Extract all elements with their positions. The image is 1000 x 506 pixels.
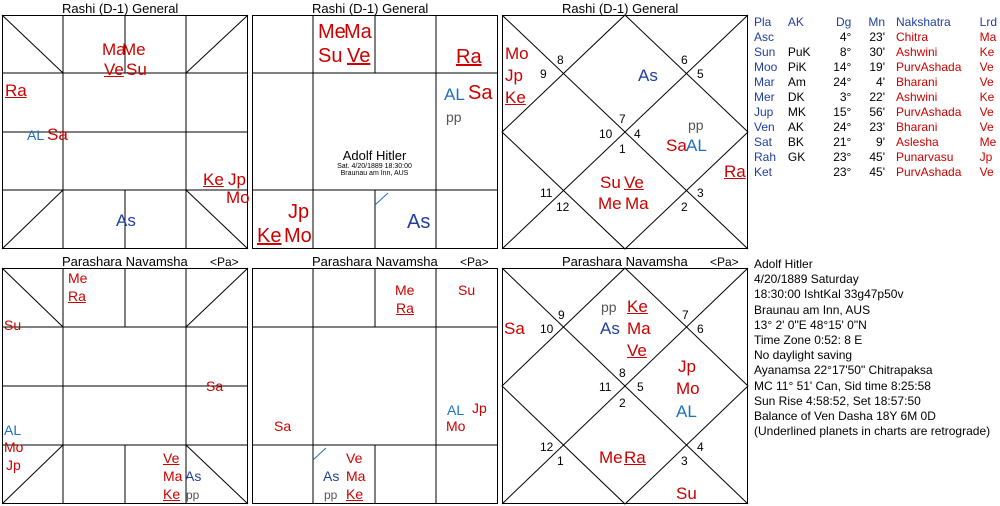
table-cell: 14° [833,60,852,74]
chart-center-info [313,148,436,177]
planet-jp: Jp [472,400,487,416]
info-line: MC 11° 51' Can, Sid time 8:25:58 [754,378,931,393]
table-row [751,75,1000,90]
planet-ra: Ra [5,81,27,100]
chart-tag: <Pa> [710,255,739,269]
planet-me: Me [68,270,88,286]
chart-title: Parashara Navamsha [312,254,438,269]
table-cell: Ve [979,60,994,74]
planet-ma: Ma [163,468,183,484]
table-cell [785,30,825,45]
planet-ke: Ke [346,486,364,502]
table-cell: Aslesha [896,135,939,149]
table-cell: 21° [833,135,852,149]
table-cell: Ashwini [896,45,938,59]
house-number: 11 [540,186,553,200]
planet-ke: Ke [505,88,526,107]
house-number: 5 [637,380,644,394]
house-number: 6 [697,322,704,336]
info-line: 4/20/1889 Saturday [754,272,859,287]
table-cell: Rah [754,150,777,164]
chart-title: Rashi (D-1) General [312,1,429,16]
table-cell: Sat [754,135,773,149]
table-cell: 4' [876,75,885,89]
planet-ma: Ma [346,468,366,484]
planet-ma: Ma [627,319,651,338]
table-cell: PurvAshada [896,105,962,119]
table-cell: Jup [754,105,774,119]
planet-pp: pp [601,299,617,315]
planet-al: AL [27,127,45,143]
planet-table [751,15,1000,180]
chart-title: Rashi (D-1) General [62,1,179,16]
planet-me: Me [395,282,415,298]
planet-jp: Jp [678,357,696,376]
planet-ve: Ve [627,341,647,360]
planet-ra: Ra [724,162,746,181]
planet-ma: Ma [625,194,649,213]
table-cell: DK [787,90,805,104]
planet-su: Su [676,484,697,503]
table-cell: 15° [833,105,852,119]
table-cell: PurvAshada [896,165,962,179]
table-cell: Chitra [896,30,929,44]
house-number: 9 [540,67,547,81]
house-number: 12 [540,440,554,454]
planet-ve: Ve [346,450,363,466]
planet-ve: Ve [163,450,180,466]
table-cell: 24° [833,120,852,134]
planet-sa: Sa [468,82,493,104]
column-header: Lrd [979,15,997,29]
table-cell [785,165,825,180]
planet-su: Su [126,60,147,79]
planet-ke: Ke [163,486,181,502]
planet-jp: Jp [505,66,523,85]
table-cell: Ma [979,30,997,44]
table-cell: 23° [833,165,852,179]
table-cell: AK [787,120,804,134]
table-cell: 3° [839,90,852,104]
planet-ke: Ke [257,225,282,247]
chart-d1-north [500,0,750,252]
table-cell: 23° [833,150,852,164]
chart-d1-square [250,0,500,252]
planet-mo: Mo [4,439,24,455]
house-number: 7 [682,308,689,322]
chart-title: Rashi (D-1) General [562,1,679,16]
planet-mo: Mo [505,44,529,63]
house-number: 7 [619,112,626,126]
table-row [751,135,1000,150]
table-cell: Ve [979,105,994,119]
table-cell: 23' [869,120,885,134]
house-number: 1 [619,142,626,156]
table-cell: Sun [754,45,776,59]
planet-ra: Ra [624,448,646,467]
planet-mo: Mo [446,418,466,434]
planet-as: As [600,319,620,338]
table-cell: Me [979,135,997,149]
house-number: 10 [540,322,554,336]
table-cell: Ke [979,90,995,104]
info-line: Braunau am Inn, AUS [754,302,871,317]
table-header-row [751,15,1000,30]
planet-ve: Ve [347,45,371,67]
table-row [751,30,1000,45]
table-cell: 23' [869,30,885,44]
planet-ra: Ra [396,300,414,316]
house-number: 1 [557,454,564,468]
table-cell: 8° [839,45,852,59]
planet-ve: Ve [104,60,124,79]
planet-ma: Ma [344,21,372,43]
house-number: 4 [634,127,641,141]
table-cell: 19' [869,60,885,74]
column-header: Pla [754,15,772,29]
planet-as: As [116,211,136,230]
planet-su: Su [458,282,476,298]
table-row [751,165,1000,180]
planet-as: As [407,211,431,233]
table-cell: 45' [869,165,885,179]
table-cell: Asc [754,30,775,44]
table-cell: 30' [869,45,885,59]
table-cell: Ve [979,120,994,134]
table-cell: 4° [839,30,852,44]
table-cell: Am [787,75,806,89]
table-cell: Ven [754,120,775,134]
table-cell: 9' [876,135,885,149]
chart-title: Parashara Navamsha [62,254,188,269]
table-cell: Ket [754,165,773,179]
birth-datetime: Sat. 4/20/1889 18:30:00 [337,163,412,170]
chart-d9-square [250,253,500,506]
info-line: (Underlined planets in charts are retrograde) [754,424,991,439]
planet-su: Su [4,317,22,333]
info-line: 18:30:00 IshtKal 33g47p50v [754,287,904,302]
column-header: Dg [836,15,852,29]
house-number: 4 [697,440,704,454]
table-row [751,90,1000,105]
planet-me: Me [318,21,346,43]
info-line: Ayanamsa 22°17'50" Chitrapaksa [754,363,933,378]
planet-al: AL [676,402,697,421]
planet-ke: Ke [627,297,648,316]
house-number: 12 [556,200,570,214]
planet-pp: pp [324,488,338,502]
planet-su: Su [600,173,621,192]
table-row [751,45,1000,60]
info-line: Sun Rise 4:58:52, Set 18:57:50 [754,393,921,408]
table-cell: Jp [979,150,993,164]
info-line: 13° 2' 0"E 48°15' 0"N [754,317,867,332]
chart-d9-north [500,253,750,506]
planet-me: Me [599,448,623,467]
table-row [751,120,1000,135]
planet-sa: Sa [504,319,525,338]
info-line: Time Zone 0:52: 8 E [754,333,863,348]
chart-tag: <Pa> [460,255,489,269]
planet-as: As [638,66,658,85]
planet-as: As [185,468,202,484]
planet-mo: Mo [676,379,700,398]
info-line: Adolf Hitler [754,257,813,271]
house-number: 9 [558,308,565,322]
house-number: 6 [681,53,688,67]
house-number: 11 [599,380,612,394]
table-cell: MK [787,105,806,119]
info-line: Balance of Ven Dasha 18Y 6M 0D [754,409,936,424]
planet-me: Me [598,194,622,213]
house-number: 10 [599,127,613,141]
table-cell: 22' [869,90,885,104]
native-name: Adolf Hitler [342,148,407,163]
table-cell: BK [787,135,804,149]
column-header: Mn [868,15,885,29]
table-cell: Ve [979,75,994,89]
table-cell: PurvAshada [896,60,962,74]
birth-place: Braunau am Inn, AUS [340,170,409,177]
table-cell: 56' [869,105,885,119]
table-cell: PiK [787,60,807,74]
planet-mo: Mo [226,188,250,207]
table-cell: Ve [979,165,994,179]
planet-pp: pp [446,109,462,125]
planet-sa: Sa [666,136,687,155]
table-cell: Moo [754,60,778,74]
chart-tag: <Pa> [210,255,239,269]
table-cell: 45' [869,150,885,164]
planet-ke: Ke [203,170,224,189]
table-row [751,150,1000,165]
house-number: 8 [557,53,564,67]
planet-jp: Jp [6,457,21,473]
planet-ma: Ma [102,40,126,59]
planet-pp: pp [688,117,704,133]
house-number: 3 [681,454,688,468]
planet-me: Me [122,40,146,59]
house-number: 8 [619,366,626,380]
planet-sa: Sa [206,378,224,394]
planet-sa: Sa [274,418,292,434]
planet-jp: Jp [288,201,310,223]
planet-al: AL [686,136,707,155]
table-cell: Ashwini [896,90,938,104]
planet-as: As [323,468,340,484]
table-cell: Mer [754,90,775,104]
house-number: 2 [619,396,626,410]
planet-al: AL [447,402,465,418]
table-cell: 24° [833,75,852,89]
table-cell: Bharani [896,120,938,134]
planet-su: Su [318,45,343,67]
table-row [751,60,1000,75]
info-line: No daylight saving [754,348,853,363]
planet-mo: Mo [284,225,312,247]
planet-al: AL [4,422,22,438]
house-number: 3 [697,186,704,200]
table-cell: Punarvasu [896,150,954,164]
planet-ra: Ra [68,288,86,304]
table-cell: Mar [754,75,775,89]
chart-d9-south [0,253,250,506]
house-number: 5 [697,67,704,81]
table-cell: PuK [787,45,811,59]
table-cell: GK [787,150,806,164]
chart-title: Parashara Navamsha [562,254,688,269]
planet-sa: Sa [47,125,68,144]
planet-jp: Jp [228,170,246,189]
chart-grid [500,0,750,252]
column-header: Nakshatra [896,15,951,29]
house-number: 2 [681,200,688,214]
planet-pp: pp [186,488,200,502]
birth-info [754,257,990,439]
chart-d1-south [0,0,250,252]
table-cell: Bharani [896,75,938,89]
column-header: AK [787,15,804,29]
planet-ra: Ra [456,46,482,68]
planet-ve: Ve [624,173,644,192]
table-cell: Ke [979,45,995,59]
planet-al: AL [444,85,465,104]
table-row [751,105,1000,120]
